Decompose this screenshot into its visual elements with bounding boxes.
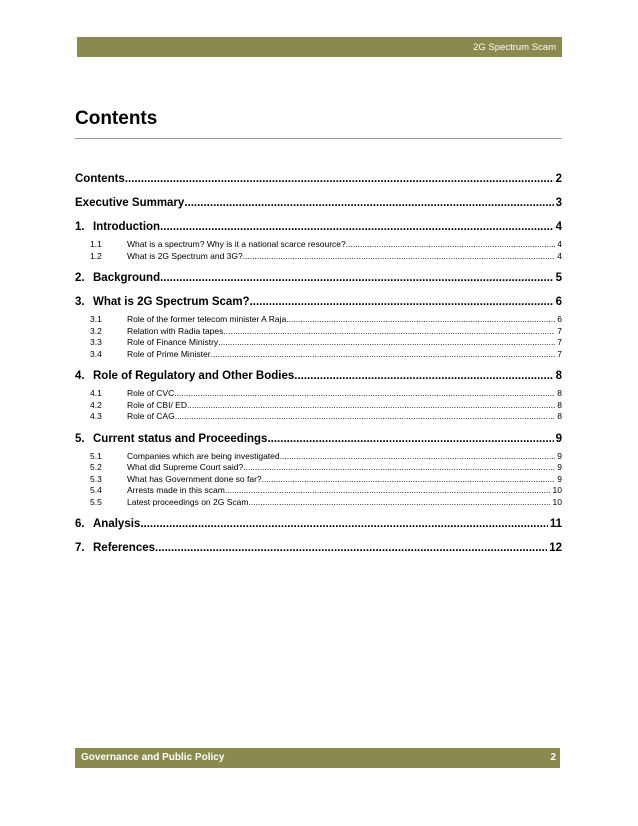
- toc-subentry-page: 8: [557, 411, 562, 421]
- toc-entry-number: 4.: [75, 370, 85, 382]
- toc-subentry-number: 5.5: [90, 496, 102, 507]
- toc-subentry[interactable]: [75, 451, 562, 463]
- toc-subentry-label: Role of CBI/ ED: [127, 399, 187, 410]
- toc-entry-number: 6.: [75, 518, 85, 530]
- toc-leader-dots: [187, 400, 555, 410]
- toc-leader-dots: [125, 173, 554, 185]
- toc-subentry-page: 7: [557, 325, 562, 336]
- toc-entry-page: 3: [555, 197, 562, 209]
- toc-entry[interactable]: [75, 518, 562, 532]
- toc-subentry-label: Role of CAG: [127, 411, 175, 421]
- toc-subentry-number: 4.2: [90, 399, 102, 410]
- toc-subentry-page: 4: [557, 250, 562, 261]
- toc-subentry-number: 5.2: [90, 462, 102, 472]
- toc-subentry-label: Companies which are being investigated: [127, 450, 280, 461]
- toc-subentry[interactable]: [75, 337, 562, 349]
- toc-subentry-label: Role of CVC: [127, 388, 175, 398]
- toc-subentry[interactable]: [75, 251, 562, 263]
- toc-entry-label: Executive Summary: [75, 197, 185, 209]
- toc-subentry-number: 1.1: [90, 239, 102, 249]
- toc-leader-dots: [160, 221, 554, 233]
- toc-subentry[interactable]: [75, 349, 562, 361]
- toc-subentry[interactable]: [75, 474, 562, 486]
- toc-entry-number: 7.: [75, 542, 85, 554]
- toc-leader-dots: [184, 197, 553, 209]
- toc-entry-page: 11: [549, 518, 562, 530]
- toc-subentry-label: Arrests made in this scam: [127, 485, 225, 495]
- table-of-contents: [75, 165, 562, 556]
- toc-entry-label: Introduction: [93, 221, 161, 233]
- toc-subentry-label: What has Government done so far?: [127, 473, 262, 484]
- toc-entry-number: 2.: [75, 272, 85, 284]
- toc-leader-dots: [243, 251, 556, 261]
- toc-leader-dots: [225, 485, 551, 495]
- toc-subentry-number: 3.2: [90, 325, 102, 336]
- toc-subentry-label: Role of Prime Minister: [127, 348, 211, 359]
- toc-entry[interactable]: [75, 433, 562, 447]
- footer-page-number: 2: [550, 752, 556, 763]
- toc-entry-page: 4: [555, 221, 562, 233]
- toc-subentry-label: What is 2G Spectrum and 3G?: [127, 250, 243, 261]
- toc-leader-dots: [155, 542, 547, 554]
- toc-subentry-page: 9: [557, 462, 562, 472]
- toc-entry-page: 2: [555, 173, 562, 185]
- toc-entry-label: Current status and Proceedings: [93, 432, 268, 445]
- toc-entry[interactable]: [75, 173, 562, 187]
- toc-leader-dots: [174, 388, 555, 398]
- toc-subentry[interactable]: [75, 411, 562, 423]
- footer-title: Governance and Public Policy: [81, 752, 225, 763]
- toc-subentry-label: Role of the former telecom minister A Raja: [127, 314, 287, 324]
- toc-subentry-number: 5.3: [90, 473, 102, 484]
- toc-subentry-page: 9: [557, 450, 562, 461]
- toc-subentry-number: 1.2: [90, 250, 102, 261]
- toc-subentry-number: 3.1: [90, 314, 102, 324]
- toc-leader-dots: [262, 474, 556, 484]
- toc-subentry-page: 7: [557, 337, 562, 347]
- toc-entry-label: Role of Regulatory and Other Bodies: [93, 370, 295, 382]
- toc-subentry-page: 10: [552, 496, 562, 507]
- toc-subentry-label: Role of Finance Ministry: [127, 337, 219, 347]
- toc-leader-dots: [211, 349, 556, 359]
- toc-subentry-number: 5.1: [90, 450, 102, 461]
- toc-entry-number: 3.: [75, 296, 85, 308]
- toc-subentry[interactable]: [75, 239, 562, 251]
- toc-entry-number: 1.: [75, 221, 85, 233]
- toc-entry[interactable]: [75, 370, 562, 384]
- toc-entry-number: 5.: [75, 432, 85, 445]
- toc-entry[interactable]: [75, 197, 562, 211]
- toc-entry-page: 8: [555, 370, 562, 382]
- toc-entry[interactable]: [75, 272, 562, 286]
- toc-entry-label: References: [93, 542, 156, 554]
- toc-leader-dots: [267, 433, 553, 445]
- toc-subentry-label: Relation with Radia tapes: [127, 325, 224, 336]
- toc-subentry-number: 4.3: [90, 411, 102, 421]
- toc-subentry-number: 5.4: [90, 485, 102, 495]
- toc-subentry-number: 4.1: [90, 388, 102, 398]
- heading-rule: [75, 138, 562, 139]
- toc-subentry-label: Latest proceedings on 2G Scam: [127, 496, 249, 507]
- toc-subentry-number: 3.3: [90, 337, 102, 347]
- toc-subentry-page: 6: [557, 314, 562, 324]
- toc-subentry-page: 10: [552, 485, 562, 495]
- toc-leader-dots: [286, 314, 555, 324]
- header-divider: [75, 37, 77, 57]
- toc-subentry[interactable]: [75, 485, 562, 497]
- toc-leader-dots: [218, 337, 555, 347]
- toc-entry-label: Background: [93, 272, 161, 284]
- toc-entry-page: 5: [555, 272, 562, 284]
- toc-leader-dots: [294, 370, 553, 382]
- toc-leader-dots: [248, 497, 550, 507]
- toc-subentry-page: 9: [557, 473, 562, 484]
- toc-leader-dots: [250, 296, 554, 308]
- toc-entry-page: 9: [555, 432, 562, 445]
- toc-entry[interactable]: [75, 542, 562, 556]
- toc-subentry-label: What did Supreme Court said?: [127, 462, 244, 472]
- header-title: 2G Spectrum Scam: [473, 42, 556, 53]
- toc-entry-label: What is 2G Spectrum Scam?: [93, 296, 250, 308]
- toc-subentry[interactable]: [75, 326, 562, 338]
- toc-subentry-number: 3.4: [90, 348, 102, 359]
- footer-bar: [75, 748, 562, 768]
- toc-leader-dots: [243, 462, 555, 472]
- toc-subentry-page: 8: [557, 399, 562, 410]
- footer-divider: [560, 748, 562, 768]
- toc-entry-label: Contents: [75, 173, 125, 185]
- toc-entry[interactable]: [75, 221, 562, 235]
- toc-subentry-page: 4: [557, 239, 562, 249]
- toc-subentry-label: What is a spectrum? Why is it a national scarce resource?: [127, 239, 346, 249]
- toc-subentry-page: 7: [557, 348, 562, 359]
- toc-leader-dots: [223, 326, 555, 336]
- toc-subentry[interactable]: [75, 497, 562, 509]
- toc-leader-dots: [140, 518, 548, 530]
- toc-leader-dots: [346, 239, 556, 249]
- page-title: Contents: [75, 108, 158, 129]
- toc-entry[interactable]: [75, 296, 562, 310]
- toc-leader-dots: [175, 411, 556, 421]
- toc-entry-page: 6: [555, 296, 562, 308]
- toc-entry-page: 12: [549, 542, 562, 554]
- toc-subentry[interactable]: [75, 314, 562, 326]
- toc-entry-label: Analysis: [93, 518, 141, 530]
- toc-leader-dots: [160, 272, 554, 284]
- toc-leader-dots: [280, 451, 556, 461]
- toc-subentry[interactable]: [75, 462, 562, 474]
- toc-subentry[interactable]: [75, 388, 562, 400]
- toc-subentry[interactable]: [75, 400, 562, 412]
- header-bar: [75, 37, 562, 57]
- toc-subentry-page: 8: [557, 388, 562, 398]
